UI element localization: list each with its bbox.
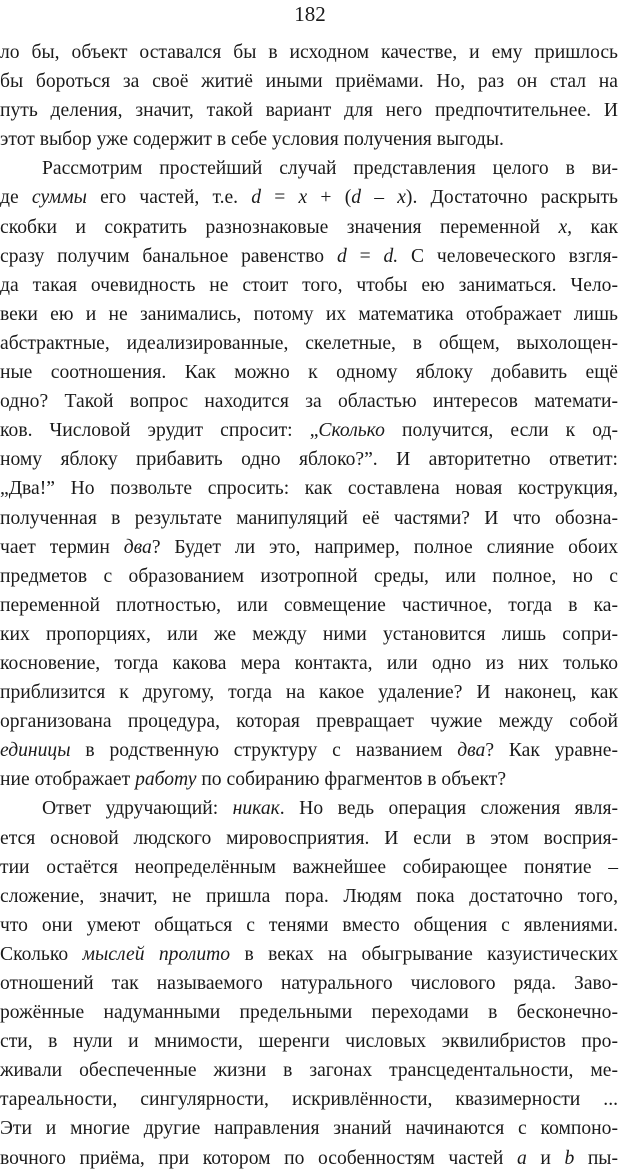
text-segment: С человеческого взгля-: [398, 245, 618, 267]
text-segment: этот выбор уже содержит в себе условия получения выгоды.: [0, 129, 504, 151]
text-line: [0, 707, 620, 736]
text-segment: в веках на обыгрывание казуистических: [230, 943, 618, 965]
text-segment: тии остаётся неопределённым важнейшее собирающее понятие –: [0, 856, 618, 878]
text-segment: ется основой людского мировосприятия. И если в этом восприя-: [0, 827, 618, 849]
text-line: [0, 329, 620, 358]
italic-text: два: [457, 740, 486, 762]
text-segment: Эти и многие другие направления знаний начинаются с компоно-: [0, 1118, 618, 1140]
text-line: [0, 882, 620, 911]
text-segment: ному яблоку прибавить одно яблоко?”. И авторитетно ответит:: [0, 449, 618, 471]
text-line: [0, 154, 620, 183]
text-line: [0, 213, 620, 242]
text-line: [0, 620, 620, 649]
text-line: [0, 445, 620, 474]
text-segment: в родственную структуру с названием: [70, 740, 458, 762]
text-segment: путь деления, значит, такой вариант для него предпочтительнее. И: [0, 100, 618, 122]
text-line: [0, 242, 620, 271]
text-segment: ких пропорциях, или же между ними установится лишь сопри-: [0, 623, 618, 645]
text-segment: ? Будет ли это, например, полное слияние обоих: [151, 536, 618, 558]
text-line: [0, 358, 620, 387]
text-line: [0, 824, 620, 853]
text-segment: сложение, значит, не пришла пора. Людям пока достаточно того,: [0, 885, 618, 907]
italic-text: мыслей пролито: [82, 943, 231, 965]
italic-text: d: [251, 187, 262, 209]
text-line: [0, 591, 620, 620]
text-segment: переменной плотностью, или совмещение частичное, тогда в ка-: [0, 594, 618, 616]
text-segment: Сколько: [0, 943, 83, 965]
italic-text: x,: [558, 216, 573, 238]
text-line: [0, 474, 620, 503]
italic-text: суммы: [31, 187, 87, 209]
text-line: [0, 1114, 620, 1143]
italic-text: d: [351, 187, 362, 209]
text-line: [0, 998, 620, 1027]
text-segment: предметов с образованием изотропной среды, или полное, но с: [0, 565, 618, 587]
text-segment: косновение, тогда какова мера контакта, или одно из них только: [0, 652, 618, 674]
text-segment: приблизится к другому, тогда на какое удаление? И наконец, как: [0, 682, 618, 704]
text-line: [0, 1144, 620, 1173]
italic-text: два: [123, 536, 152, 558]
text-line: [0, 969, 620, 998]
body-text: [0, 38, 620, 1173]
text-segment: да такая очевидность не стоит того, чтобы ею заниматься. Чело-: [0, 274, 618, 296]
italic-text: работу: [135, 769, 197, 791]
text-segment: ные соотношения. Как можно к одному яблоку добавить ещё: [0, 362, 618, 384]
text-line: [0, 1027, 620, 1056]
text-segment: ). Достаточно раскрыть: [405, 187, 618, 209]
text-line: [0, 765, 620, 794]
text-line: [0, 38, 620, 67]
text-segment: тареальности, сингулярности, искривлённости, квазимерности ...: [0, 1089, 618, 1111]
text-segment: скобки и сократить разнознаковые значения переменной: [0, 216, 559, 238]
text-segment: ков. Числовой эрудит спросит: „: [0, 420, 319, 442]
italic-text: Сколько: [318, 420, 385, 442]
text-segment: „Два!” Но позвольте спросить: как составлена новая кострукция,: [0, 478, 618, 500]
italic-text: единицы: [0, 740, 71, 762]
text-segment: как: [572, 216, 618, 238]
text-line: [0, 183, 620, 212]
text-segment: вочного приёма, при котором по особенностям частей: [0, 1147, 517, 1169]
text-segment: его частей, т.е.: [86, 187, 252, 209]
text-segment: отношений так называемого натурального числового ряда. Заво-: [0, 973, 618, 994]
text-segment: сти, в нули и мнимости, шеренги числовых эквилибристов про-: [0, 1031, 618, 1053]
text-line: [0, 504, 620, 533]
text-segment: по собиранию фрагментов в объект?: [196, 769, 507, 791]
text-segment: получится, если к од-: [384, 420, 618, 442]
text-line: [0, 96, 620, 125]
text-segment: организована процедура, которая превращает чужие между собой: [0, 711, 618, 733]
text-segment: ? Как уравне-: [485, 740, 618, 762]
italic-text: d: [336, 245, 347, 267]
text-segment: чает термин: [0, 536, 124, 558]
italic-text: a: [516, 1147, 527, 1169]
text-line: [0, 533, 620, 562]
text-segment: . Но ведь операция сложения явля-: [279, 798, 619, 820]
text-segment: полученная в результате манипуляций её частями? И что обозна-: [0, 507, 618, 529]
text-line: [0, 125, 620, 154]
text-line: [0, 794, 620, 823]
italic-text: b: [564, 1147, 575, 1169]
text-line: [0, 678, 620, 707]
text-segment: пы-: [574, 1147, 618, 1169]
text-line: [0, 416, 620, 445]
text-line: [0, 649, 620, 678]
text-segment: сразу получим банальное равенство: [0, 245, 337, 267]
text-segment: ние отображает: [0, 769, 136, 791]
text-segment: рожённые надуманными предельными переходами в бесконечно-: [0, 1002, 618, 1024]
italic-text: x: [397, 187, 406, 209]
text-segment: веки ею и не занимались, потому их математика отображает лишь: [0, 303, 618, 325]
text-segment: =: [346, 245, 384, 267]
italic-text: x: [298, 187, 308, 209]
text-line: [0, 562, 620, 591]
text-segment: и: [526, 1147, 565, 1169]
text-segment: =: [261, 187, 299, 209]
text-line: [0, 853, 620, 882]
text-segment: живали обеспеченные жизни в загонах трансцедентальности, ме-: [0, 1060, 618, 1082]
text-line: [0, 911, 620, 940]
text-line: [0, 67, 620, 96]
text-line: [0, 940, 620, 969]
italic-text: d.: [383, 245, 399, 267]
text-segment: что они умеют общаться с тенями вместо общения с явлениями.: [0, 914, 618, 936]
text-line: [0, 1056, 620, 1085]
text-line: [0, 736, 620, 765]
text-segment: абстрактные, идеализированные, скелетные, в общем, выхолощен-: [0, 332, 618, 354]
text-segment: бы бороться за своё житиё иными приёмами. Но, раз он стал на: [0, 71, 618, 93]
text-segment: –: [361, 187, 398, 209]
text-segment: Ответ удручающий:: [42, 798, 233, 820]
page-number: 182: [294, 2, 326, 26]
text-segment: Рассмотрим простейший случай представления целого в ви-: [42, 158, 618, 180]
text-segment: + (: [307, 187, 352, 209]
text-line: [0, 387, 620, 416]
text-line: [0, 271, 620, 300]
text-segment: одно? Такой вопрос находится за областью интересов математи-: [0, 391, 618, 413]
text-line: [0, 1085, 620, 1114]
text-segment: де: [0, 187, 32, 209]
text-segment: ло бы, объект оставался бы в исходном качестве, и ему пришлось: [0, 42, 618, 63]
italic-text: никак: [232, 798, 280, 820]
text-line: [0, 300, 620, 329]
